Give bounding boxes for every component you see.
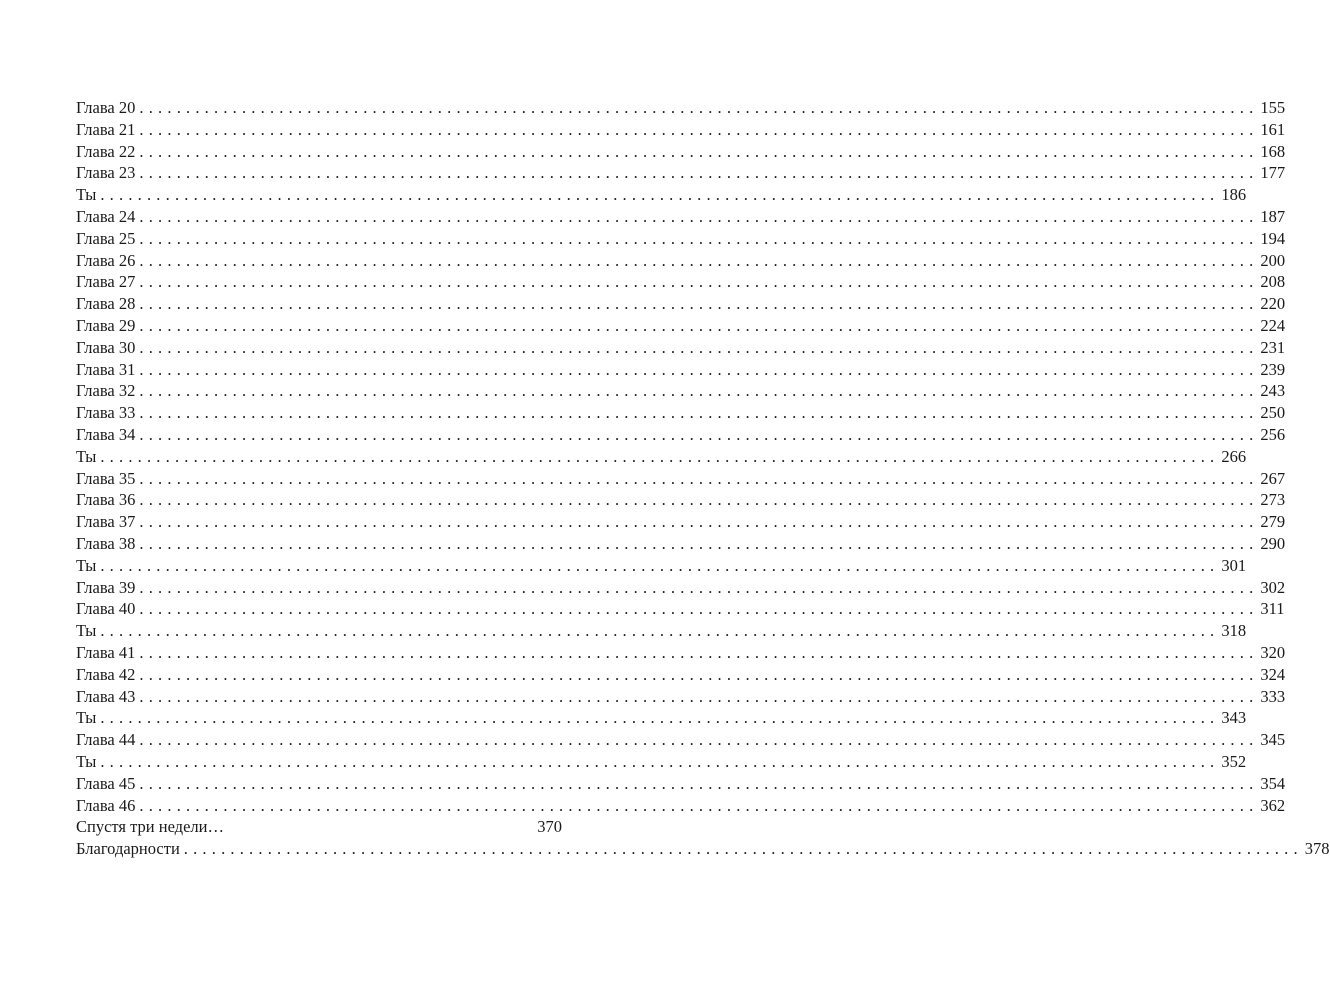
- toc-dot-leader: ........................................................................................................................: [139, 206, 1259, 226]
- toc-dot-leader: ........................................................................................................................: [139, 533, 1259, 553]
- toc-entry-page-number: 231: [1260, 337, 1286, 357]
- toc-entry-page-number: 273: [1260, 490, 1286, 510]
- toc-dot-leader: ........................................................................................................................: [139, 686, 1259, 706]
- toc-entry-title: Глава 44: [76, 730, 136, 750]
- toc-entry-page-number: 177: [1260, 163, 1286, 183]
- toc-dot-leader: ........................................................................................................................: [139, 294, 1259, 314]
- toc-dot-leader: ........................................................................................................................: [100, 185, 1220, 205]
- toc-dot-leader: ........................................................................................................................: [139, 599, 1259, 619]
- toc-entry-title: Глава 22: [76, 141, 136, 161]
- toc-entry: [76, 838, 1330, 860]
- toc-entry: [76, 707, 1247, 729]
- toc-entry-page-number: 208: [1260, 272, 1286, 292]
- toc-entry: [76, 642, 1286, 664]
- toc-entry-page-number: 266: [1221, 446, 1247, 466]
- toc-entry: [76, 511, 1286, 533]
- toc-dot-leader: ........................................................................................................................: [183, 839, 1303, 859]
- toc-entry: [76, 206, 1286, 228]
- toc-entry-title: Глава 27: [76, 272, 136, 292]
- toc-entry-title: Глава 24: [76, 206, 136, 226]
- toc-entry-page-number: 318: [1221, 621, 1247, 641]
- toc-entry: [76, 119, 1286, 141]
- toc-dot-leader: ........................................................................................................................: [139, 359, 1259, 379]
- toc-entry-title: Глава 39: [76, 577, 136, 597]
- toc-entry-title: Глава 36: [76, 490, 136, 510]
- toc-entry: [76, 686, 1286, 708]
- toc-entry-title: Глава 32: [76, 381, 136, 401]
- toc-entry-title: Глава 25: [76, 228, 136, 248]
- toc-entry-title: Глава 37: [76, 512, 136, 532]
- toc-entry: [76, 795, 1286, 817]
- toc-entry: [76, 533, 1286, 555]
- toc-entry-title: Глава 43: [76, 686, 136, 706]
- toc-entry-page-number: 333: [1260, 686, 1286, 706]
- toc-entry-title: Глава 42: [76, 664, 136, 684]
- toc-dot-leader: ........................................................................................................................: [139, 468, 1259, 488]
- toc-entry-title: Ты: [76, 621, 97, 641]
- toc-entry-page-number: 200: [1260, 250, 1286, 270]
- toc-entry-title: Благодарности: [76, 839, 180, 859]
- table-of-contents: [76, 97, 1330, 860]
- toc-dot-leader: ........................................................................................................................: [100, 446, 1220, 466]
- toc-entry-page-number: 301: [1221, 555, 1247, 575]
- toc-entry-title: Глава 21: [76, 119, 136, 139]
- toc-entry-page-number: 320: [1260, 642, 1286, 662]
- toc-entry-title: Глава 26: [76, 250, 136, 270]
- toc-entry-title: Глава 41: [76, 642, 136, 662]
- toc-dot-leader: ........................................................................................................................: [139, 577, 1259, 597]
- toc-entry-page-number: 362: [1260, 795, 1286, 815]
- toc-entry: [76, 620, 1247, 642]
- toc-dot-leader: ........................................................................................................................: [139, 250, 1259, 270]
- toc-entry-page-number: 186: [1221, 185, 1247, 205]
- toc-entry: [76, 228, 1286, 250]
- toc-entry: [76, 293, 1286, 315]
- toc-entry-page-number: 370: [537, 817, 562, 837]
- toc-entry: [76, 751, 1247, 773]
- toc-entry-page-number: 161: [1260, 119, 1286, 139]
- toc-dot-leader: ........................................................................................................................: [139, 642, 1259, 662]
- toc-entry-page-number: 352: [1221, 751, 1247, 771]
- toc-entry-page-number: 324: [1260, 664, 1286, 684]
- toc-entry: [76, 337, 1286, 359]
- toc-dot-leader: ........................................................................................................................: [100, 751, 1220, 771]
- toc-entry-page-number: 354: [1260, 773, 1286, 793]
- toc-entry-page-number: 378: [1304, 839, 1330, 859]
- toc-dot-leader: ........................................................................................................................: [139, 228, 1259, 248]
- toc-entry: [76, 97, 1286, 119]
- toc-dot-leader: ........................................................................................................................: [139, 337, 1259, 357]
- toc-entry-title: Глава 35: [76, 468, 136, 488]
- toc-entry: [76, 162, 1286, 184]
- toc-entry-title: Глава 28: [76, 294, 136, 314]
- toc-entry-title: Глава 33: [76, 403, 136, 423]
- toc-entry: [76, 402, 1286, 424]
- toc-entry-title: Ты: [76, 708, 97, 728]
- toc-dot-leader: ........................................................................................................................: [139, 730, 1259, 750]
- toc-entry: [76, 315, 1286, 337]
- toc-entry: [76, 271, 1286, 293]
- toc-entry-page-number: 155: [1260, 98, 1286, 117]
- toc-entry: [76, 816, 562, 838]
- toc-entry-page-number: 302: [1260, 577, 1286, 597]
- toc-entry-title: Ты: [76, 446, 97, 466]
- toc-entry-title: Ты: [76, 185, 97, 205]
- toc-dot-leader: ........................................................................................................................: [139, 795, 1259, 815]
- toc-entry-page-number: 239: [1260, 359, 1286, 379]
- toc-entry-page-number: 290: [1260, 533, 1286, 553]
- toc-dot-leader: ........................................................................................................................: [139, 664, 1259, 684]
- toc-entry: [76, 598, 1285, 620]
- toc-dot-leader: ........................................................................................................................: [139, 119, 1259, 139]
- toc-entry: [76, 184, 1247, 206]
- toc-entry: [76, 380, 1286, 402]
- toc-entry-page-number: 343: [1221, 708, 1247, 728]
- toc-entry-page-number: 187: [1260, 206, 1286, 226]
- toc-entry-page-number: 224: [1260, 315, 1286, 335]
- toc-entry: [76, 359, 1286, 381]
- toc-entry-page-number: 243: [1260, 381, 1286, 401]
- toc-dot-leader: ........................................................................................................................: [139, 272, 1259, 292]
- toc-dot-leader: ........................................................................................................................: [100, 621, 1220, 641]
- toc-dot-leader: ........................................................................................................................: [139, 315, 1259, 335]
- toc-entry-page-number: 168: [1260, 141, 1286, 161]
- toc-entry: [76, 664, 1286, 686]
- toc-entry-title: Глава 45: [76, 773, 136, 793]
- toc-entry-page-number: 279: [1260, 512, 1286, 532]
- toc-dot-leader: ........................................................................................................................: [139, 512, 1259, 532]
- toc-entry-title: Глава 31: [76, 359, 136, 379]
- toc-entry-title: Глава 46: [76, 795, 136, 815]
- toc-dot-leader: ........................................................................................................................: [139, 490, 1259, 510]
- toc-entry-title: Глава 29: [76, 315, 136, 335]
- toc-entry-page-number: 250: [1260, 403, 1286, 423]
- toc-entry: [76, 468, 1286, 490]
- toc-entry-page-number: 345: [1260, 730, 1286, 750]
- toc-entry-title: Глава 20: [76, 98, 136, 117]
- toc-entry-page-number: 256: [1260, 424, 1286, 444]
- toc-dot-leader: ........................................................................................................................: [139, 141, 1259, 161]
- toc-entry-title: Глава 30: [76, 337, 136, 357]
- toc-dot-leader: ........................................................................................................................: [139, 424, 1259, 444]
- toc-entry: [76, 773, 1286, 795]
- toc-entry: [76, 250, 1286, 272]
- toc-entry: [76, 446, 1247, 468]
- toc-entry-page-number: 194: [1260, 228, 1286, 248]
- toc-dot-leader: ........................................................................................................................: [139, 163, 1259, 183]
- toc-entry-title: Спустя три недели…: [76, 817, 224, 837]
- toc-entry-page-number: 311: [1260, 599, 1285, 619]
- toc-entry: [76, 141, 1286, 163]
- toc-entry: [76, 489, 1286, 511]
- toc-entry-page-number: 220: [1260, 294, 1286, 314]
- toc-dot-leader: ........................................................................................................................: [139, 403, 1259, 423]
- toc-entry: [76, 729, 1286, 751]
- toc-dot-leader: ........................................................................................................................: [139, 98, 1259, 117]
- toc-entry: [76, 555, 1247, 577]
- toc-dot-leader: ........................................................................................................................: [139, 773, 1259, 793]
- toc-entry: [76, 424, 1286, 446]
- toc-dot-leader: ........................................................................................................................: [139, 381, 1259, 401]
- toc-entry: [76, 577, 1286, 599]
- toc-entry-title: Глава 38: [76, 533, 136, 553]
- toc-entry-title: Глава 34: [76, 424, 136, 444]
- toc-entry-title: Глава 23: [76, 163, 136, 183]
- toc-entry-title: Ты: [76, 751, 97, 771]
- toc-dot-leader: ........................................................................................................................: [100, 708, 1220, 728]
- toc-dot-leader: ........................................................................................................................: [100, 555, 1220, 575]
- toc-entry-title: Глава 40: [76, 599, 136, 619]
- toc-entry-page-number: 267: [1260, 468, 1286, 488]
- toc-entry-title: Ты: [76, 555, 97, 575]
